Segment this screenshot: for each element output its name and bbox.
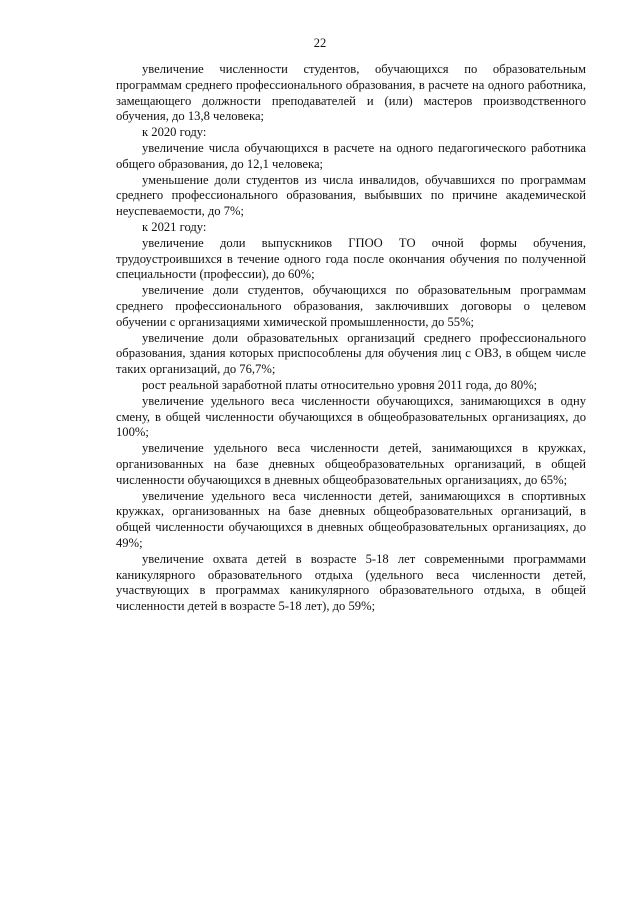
paragraph: увеличение удельного веса численности детей, занимающихся в спортивных кружках, организованных на базе дневных общеобразовательных организаций, в общей численности обучающихся в дневных общеобразовательных организациях, до 49%; — [116, 488, 586, 550]
paragraph: увеличение охвата детей в возрасте 5-18 лет современными программами каникулярного образовательного отдыха (удельного веса численности детей, участвующих в программах каникулярного образовательного отдыха, в общей численности детей в возрасте 5-18 лет), до 59%; — [116, 551, 586, 614]
paragraph: увеличение доли выпускников ГПОО ТО очной формы обучения, трудоустроившихся в течение одного года после окончания обучения по полученной специальности (профессии), до 60%; — [116, 235, 586, 282]
paragraph: увеличение удельного веса численности детей, занимающихся в кружках, организованных на базе дневных общеобразовательных организаций, в общей численности обучающихся в дневных общеобразовательных организациях, до 65%; — [116, 441, 586, 487]
paragraph: увеличение численности студентов, обучающихся по образовательным программам среднего профессионального образования, в расчете на одного работника, замещающего должности преподавателей и (или) мастеров производственного обучения, до 13,8 человека; — [116, 62, 586, 124]
year-heading-2020: к 2020 году: — [142, 125, 207, 140]
paragraph: увеличение доли образовательных организаций среднего профессионального образования, здания которых приспособлены для обучения лиц с ОВЗ, в общем числе таких организаций, до 76,7%; — [116, 330, 586, 377]
paragraph: увеличение числа обучающихся в расчете на одного педагогического работника общего образования, до 12,1 человека; — [116, 140, 586, 171]
paragraph: уменьшение доли студентов из числа инвалидов, обучавшихся по программам среднего профессионального образования, выбывших по причине академической неуспеваемости, до 7%; — [116, 172, 586, 219]
year-heading-2021: к 2021 году: — [142, 219, 207, 234]
paragraph: увеличение удельного веса численности обучающихся, занимающихся в одну смену, в общей численности обучающихся в общеобразовательных организациях, до 100%; — [116, 393, 586, 440]
paragraph: рост реальной заработной платы относительно уровня 2011 года, до 80%; — [142, 377, 538, 392]
page-number: 22 — [313, 36, 327, 50]
body-text — [116, 62, 586, 615]
paragraph: увеличение доли студентов, обучающихся по образовательным программам среднего профессионального образования, заключивших договоры о целевом обучении с организациями химической промышленности, до 55%; — [116, 283, 586, 329]
